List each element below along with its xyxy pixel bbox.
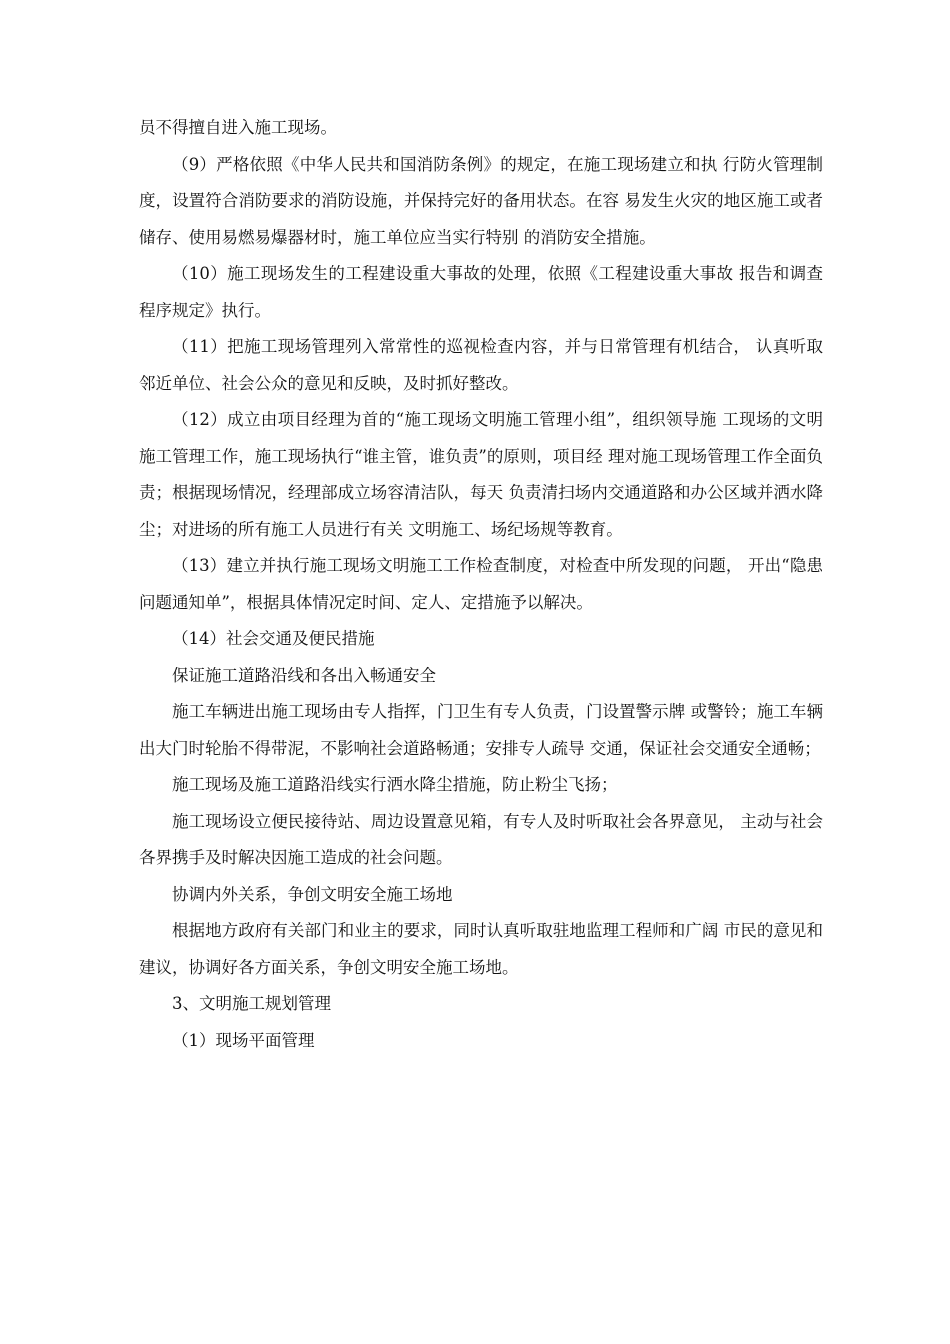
paragraph-3: （10）施工现场发生的工程建设重大事故的处理，依照《工程建设重大事故 报告和调查程序规定》执行。: [139, 264, 823, 320]
paragraph-13: 根据地方政府有关部门和业主的要求，同时认真听取驻地监理工程师和广阔 市民的意见和建议，协调好各方面关系，争创文明安全施工场地。: [139, 921, 823, 977]
paragraph-4: （11）把施工现场管理列入常常性的巡视检查内容，并与日常管理有机结合， 认真听取邻近单位、社会公众的意见和反映，及时抓好整改。: [139, 337, 823, 393]
paragraph-1: 员不得擅自进入施工现场。: [139, 118, 337, 137]
paragraph-15: （1）现场平面管理: [172, 1030, 315, 1050]
paragraph-14: 3、文明施工规划管理: [172, 994, 331, 1013]
paragraph-12: 协调内外关系，争创文明安全施工场地: [172, 884, 453, 904]
paragraph-5: （12）成立由项目经理为首的“施工现场文明施工管理小组”，组织领导施 工现场的文明施工管理工作，施工现场执行“谁主管，谁负责”的原则，项目经 理对施工现场管理工作全面负责；根据现场情况，经理部成立场容清洁队，每天 负责清扫场内交通道路和办公区域并洒水降尘；对进场的所有施工人员进行有关 文明施工、场纪场规等教育。: [139, 410, 823, 539]
paragraph-2: （9）严格依照《中华人民共和国消防条例》的规定，在施工现场建立和执 行防火管理制度，设置符合消防要求的消防设施，并保持完好的备用状态。在容 易发生火灾的地区施工或者储存、使用易燃易爆器材时，施工单位应当实行特别 的消防安全措施。: [139, 154, 823, 247]
paragraph-11: 施工现场设立便民接待站、周边设置意见箱，有专人及时听取社会各界意见， 主动与社会各界携手及时解决因施工造成的社会问题。: [139, 811, 823, 867]
paragraph-7: （14）社会交通及便民措施: [172, 629, 375, 648]
paragraph-9: 施工车辆进出施工现场由专人指挥，门卫生有专人负责，门设置警示牌 或警铃；施工车辆出大门时轮胎不得带泥，不影响社会道路畅通；安排专人疏导 交通，保证社会交通安全通畅；: [139, 702, 823, 758]
paragraph-8: 保证施工道路沿线和各出入畅通安全: [172, 665, 436, 685]
document-page: [139, 110, 823, 1059]
paragraph-6: （13）建立并执行施工现场文明施工工作检查制度，对检查中所发现的问题， 开出“隐患问题通知单”，根据具体情况定时间、定人、定措施予以解决。: [139, 556, 823, 612]
paragraph-10: 施工现场及施工道路沿线实行洒水降尘措施，防止粉尘飞扬；: [172, 775, 618, 794]
